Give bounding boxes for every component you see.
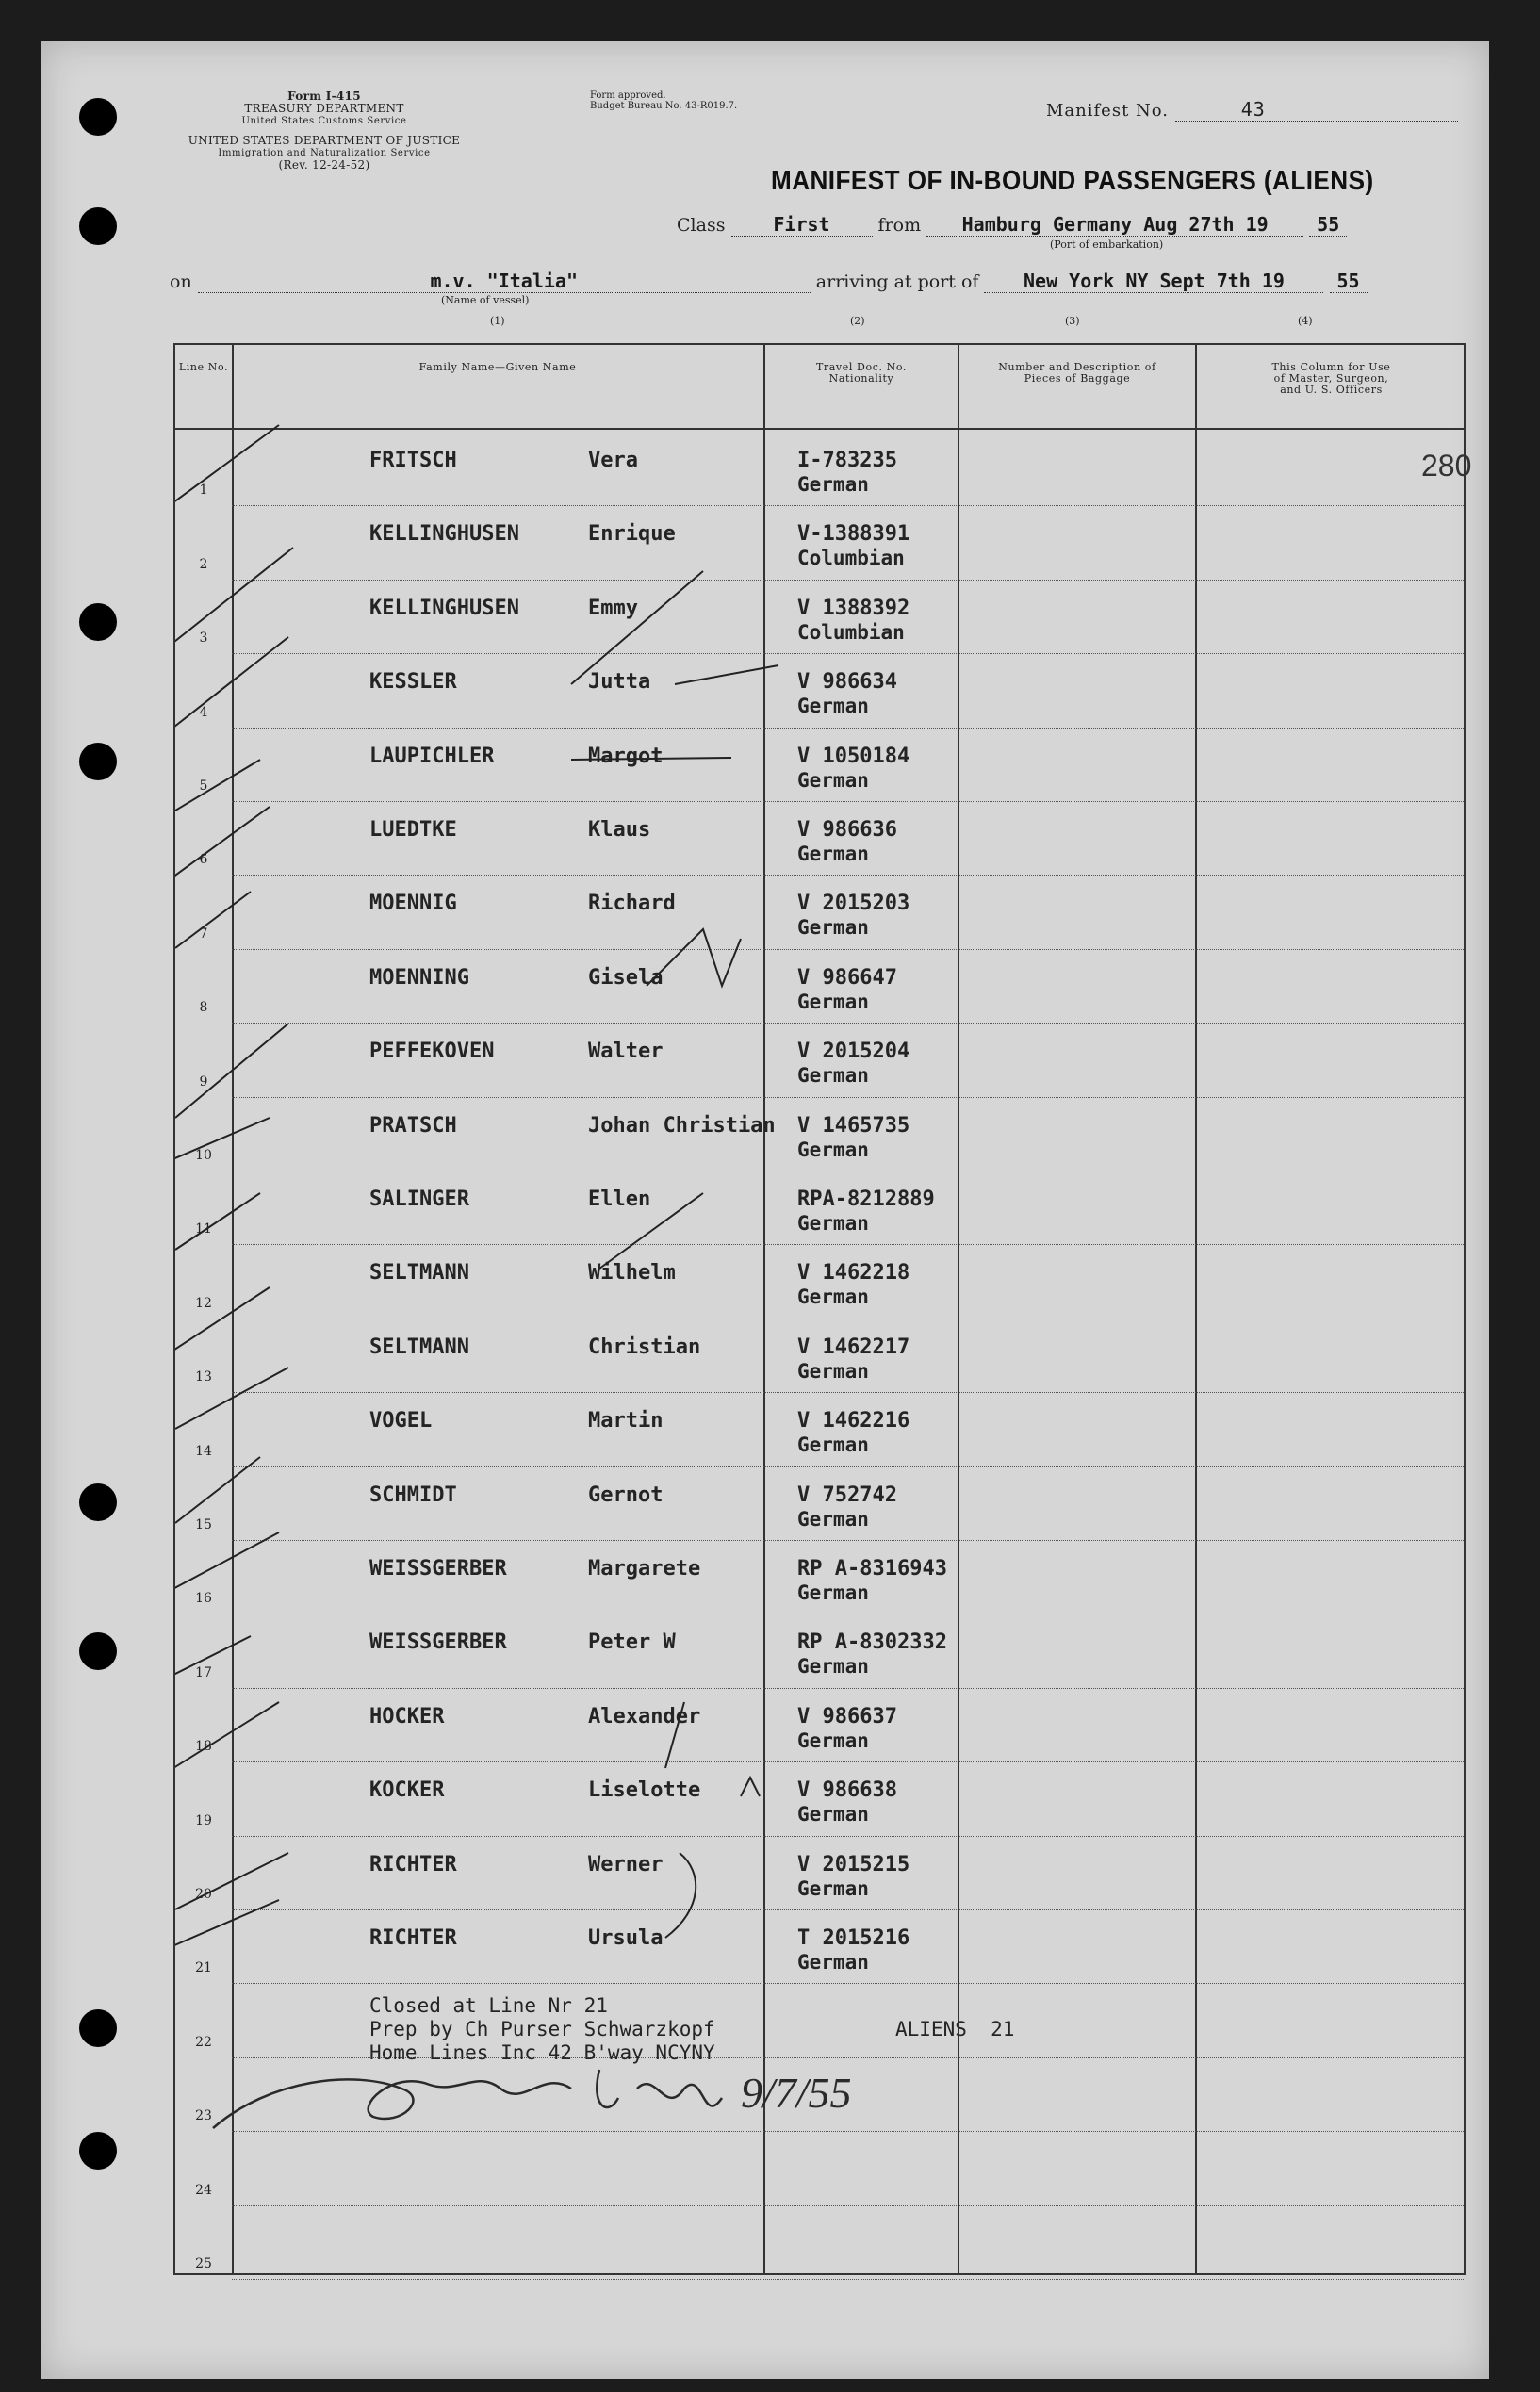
- punch-hole: [79, 98, 117, 136]
- ins-name: Immigration and Naturalization Service: [218, 148, 431, 158]
- arriving-value: New York NY Sept 7th 19: [984, 270, 1323, 293]
- given-name: Liselotte: [588, 1778, 701, 1803]
- given-name: Margot: [588, 744, 664, 768]
- travel-doc-number: V 1465735: [797, 1113, 910, 1138]
- nationality: German: [797, 768, 869, 792]
- line-number: 20: [195, 1887, 212, 1902]
- line-number: 12: [195, 1295, 212, 1311]
- given-name: Christian: [588, 1335, 701, 1359]
- punch-hole: [79, 1632, 117, 1670]
- family-name: FRITSCH: [369, 449, 457, 472]
- given-name: Peter W: [588, 1630, 676, 1655]
- given-name: Ellen: [588, 1188, 651, 1211]
- header-officers-line3: and U. S. Officers: [1280, 384, 1383, 396]
- page-title: MANIFEST OF IN-BOUND PASSENGERS (ALIENS): [771, 166, 1374, 196]
- company-address: Home Lines Inc 42 B'way NCYNY: [369, 2041, 715, 2064]
- family-name: SCHMIDT: [369, 1483, 457, 1507]
- family-name: MOENNING: [369, 965, 469, 990]
- travel-doc-number: V 986637: [797, 1704, 897, 1728]
- on-label: on: [170, 271, 192, 292]
- aliens-count: ALIENS 21: [895, 2018, 1015, 2040]
- manifest-sheet: [41, 41, 1489, 2379]
- travel-doc-number: RP A-8316943: [797, 1557, 947, 1581]
- punch-hole: [79, 603, 117, 641]
- nationality: German: [797, 695, 869, 718]
- vessel-note: (Name of vessel): [441, 294, 530, 306]
- line-number: 6: [199, 852, 208, 868]
- given-name: Klaus: [588, 818, 651, 842]
- family-name: RICHTER: [369, 1926, 457, 1950]
- punch-hole: [79, 2009, 117, 2047]
- port-embark-note: (Port of embarkation): [1050, 238, 1164, 251]
- given-name: Ursula: [588, 1926, 664, 1950]
- family-name: SELTMANN: [369, 1335, 469, 1359]
- family-name: SELTMANN: [369, 1261, 469, 1286]
- given-name: Enrique: [588, 522, 676, 547]
- punch-hole: [79, 207, 117, 245]
- travel-doc-number: V 986647: [797, 965, 897, 990]
- travel-doc-number: I-783235: [797, 449, 897, 472]
- manifest-number: [1046, 98, 1458, 122]
- travel-doc-number: V 1462216: [797, 1409, 910, 1434]
- closing-line: Closed at Line Nr 21: [369, 1994, 608, 2017]
- given-name: Gernot: [588, 1483, 664, 1507]
- punch-hole: [79, 2132, 117, 2170]
- family-name: KELLINGHUSEN: [369, 522, 519, 547]
- nationality: German: [797, 916, 869, 940]
- line-number: 3: [199, 631, 208, 647]
- family-name: RICHTER: [369, 1852, 457, 1876]
- form-agency-block: [155, 90, 494, 172]
- header-travel-doc-line1: Travel Doc. No.: [815, 361, 908, 373]
- travel-doc-number: V 986634: [797, 670, 897, 695]
- class-value: First: [731, 213, 873, 237]
- col-num-3: (3): [1065, 315, 1080, 327]
- nationality: Columbian: [797, 547, 905, 570]
- family-name: SALINGER: [369, 1188, 469, 1211]
- form-approval: [590, 90, 737, 111]
- line-number: 1: [199, 483, 208, 499]
- travel-doc-number: V 2015215: [797, 1852, 910, 1876]
- nationality: German: [797, 1728, 869, 1752]
- arriving-label: arriving at port of: [815, 271, 979, 292]
- manifest-no-value: 43: [1175, 98, 1458, 122]
- family-name: PEFFEKOVEN: [369, 1040, 495, 1064]
- family-name: LAUPICHLER: [369, 744, 495, 768]
- family-name: KELLINGHUSEN: [369, 596, 519, 620]
- line-number: 5: [199, 778, 208, 794]
- travel-doc-number: V 1388392: [797, 596, 910, 620]
- header-baggage-line2: Pieces of Baggage: [1024, 372, 1131, 385]
- col-num-4: (4): [1298, 315, 1313, 327]
- officer-mark: 280: [1421, 449, 1472, 483]
- nationality: German: [797, 990, 869, 1013]
- from-label: from: [877, 215, 922, 236]
- travel-doc-number: T 2015216: [797, 1926, 910, 1950]
- justice-name: UNITED STATES DEPARTMENT OF JUSTICE: [188, 134, 461, 147]
- travel-doc-number: RP A-8302332: [797, 1630, 947, 1655]
- from-value: Hamburg Germany Aug 27th 19: [926, 213, 1303, 237]
- line-number: 24: [195, 2182, 212, 2198]
- line-number: 11: [195, 1221, 212, 1237]
- travel-doc-number: V 2015204: [797, 1040, 910, 1064]
- given-name: Werner: [588, 1852, 664, 1876]
- header-line-no: Line No.: [178, 361, 229, 373]
- line-number: 25: [195, 2256, 212, 2271]
- vessel-line: [170, 270, 1368, 293]
- dept-name: TREASURY DEPARTMENT: [244, 102, 404, 115]
- travel-doc-number: V-1388391: [797, 522, 910, 547]
- line-number: 10: [195, 1148, 212, 1163]
- punch-hole: [79, 743, 117, 780]
- given-name: Vera: [588, 449, 638, 472]
- family-name: LUEDTKE: [369, 818, 457, 842]
- travel-doc-number: V 986638: [797, 1778, 897, 1803]
- col-num-1: (1): [490, 315, 505, 327]
- line-number: 9: [199, 1073, 208, 1090]
- given-name: Johan Christian: [588, 1113, 776, 1138]
- family-name: WEISSGERBER: [369, 1557, 507, 1581]
- travel-doc-number: V 1462218: [797, 1261, 910, 1286]
- family-name: VOGEL: [369, 1409, 433, 1434]
- col-num-2: (2): [850, 315, 865, 327]
- nationality: German: [797, 1507, 869, 1531]
- arriving-year: 55: [1330, 270, 1368, 293]
- header-officers-line1: This Column for Use: [1271, 361, 1391, 373]
- approved-text: Form approved.: [590, 90, 666, 101]
- punch-hole: [79, 1483, 117, 1521]
- given-name: Gisela: [588, 965, 664, 990]
- family-name: PRATSCH: [369, 1113, 457, 1138]
- form-number: Form I-415: [287, 90, 361, 103]
- row-rule: [232, 2279, 1464, 2280]
- class-label: Class: [677, 215, 726, 236]
- family-name: WEISSGERBER: [369, 1630, 507, 1655]
- revision: (Rev. 12-24-52): [278, 158, 370, 172]
- line-number: 7: [199, 926, 208, 942]
- header-name: Family Name—Given Name: [418, 361, 577, 373]
- nationality: German: [797, 1064, 869, 1088]
- travel-doc-number: V 752742: [797, 1483, 897, 1507]
- given-name: Wilhelm: [588, 1261, 676, 1286]
- line-number: 17: [195, 1664, 212, 1680]
- line-number: 2: [199, 556, 208, 572]
- given-name: Emmy: [588, 596, 638, 620]
- travel-doc-number: V 986636: [797, 818, 897, 842]
- travel-doc-number: V 2015203: [797, 892, 910, 916]
- given-name: Walter: [588, 1040, 664, 1064]
- line-number: 22: [195, 2034, 212, 2050]
- line-number: 15: [195, 1517, 212, 1532]
- given-name: Martin: [588, 1409, 664, 1434]
- line-number: 13: [195, 1369, 212, 1385]
- nationality: German: [797, 473, 869, 496]
- nationality: German: [797, 1951, 869, 1974]
- nationality: German: [797, 843, 869, 865]
- from-year: 55: [1309, 213, 1347, 237]
- nationality: German: [797, 1655, 869, 1679]
- line-number: 18: [195, 1739, 212, 1755]
- prepared-by: Prep by Ch Purser Schwarzkopf: [369, 2018, 715, 2040]
- nationality: Columbian: [797, 620, 905, 644]
- nationality: German: [797, 1803, 869, 1827]
- line-number: 4: [199, 704, 208, 720]
- family-name: KESSLER: [369, 670, 457, 695]
- passenger-table: [173, 343, 1472, 2275]
- family-name: HOCKER: [369, 1704, 445, 1728]
- class-from-line: [677, 213, 1347, 237]
- nationality: German: [797, 1434, 869, 1457]
- given-name: Margarete: [588, 1557, 701, 1581]
- header-travel-doc-line2: Nationality: [828, 372, 894, 385]
- header-officers-line2: of Master, Surgeon,: [1273, 372, 1389, 385]
- given-name: Richard: [588, 892, 676, 916]
- family-name: KOCKER: [369, 1778, 445, 1803]
- travel-doc-number: V 1462217: [797, 1335, 910, 1359]
- nationality: German: [797, 1138, 869, 1161]
- vessel-value: m.v. "Italia": [198, 270, 811, 293]
- nationality: German: [797, 1876, 869, 1900]
- line-number: 21: [195, 1960, 212, 1976]
- customs-name: United States Customs Service: [241, 116, 407, 126]
- signature-date: 9/7/55: [741, 2069, 852, 2117]
- line-number: 19: [195, 1812, 212, 1828]
- nationality: German: [797, 1212, 869, 1235]
- travel-doc-number: V 1050184: [797, 744, 910, 768]
- given-name: Jutta: [588, 670, 651, 695]
- line-number: 16: [195, 1591, 212, 1607]
- handwritten-signature: [175, 345, 1467, 2277]
- travel-doc-number: RPA-8212889: [797, 1188, 935, 1211]
- line-number: 23: [195, 2108, 212, 2124]
- header-baggage-line1: Number and Description of: [998, 361, 1156, 373]
- nationality: German: [797, 1359, 869, 1383]
- line-number: 14: [195, 1443, 212, 1459]
- budget-text: Budget Bureau No. 43-R019.7.: [590, 101, 738, 111]
- given-name: Alexander: [588, 1704, 701, 1728]
- manifest-no-label: Manifest No.: [1046, 101, 1170, 121]
- nationality: German: [797, 1286, 869, 1309]
- nationality: German: [797, 1581, 869, 1604]
- line-number: 8: [199, 1000, 208, 1016]
- family-name: MOENNIG: [369, 892, 457, 916]
